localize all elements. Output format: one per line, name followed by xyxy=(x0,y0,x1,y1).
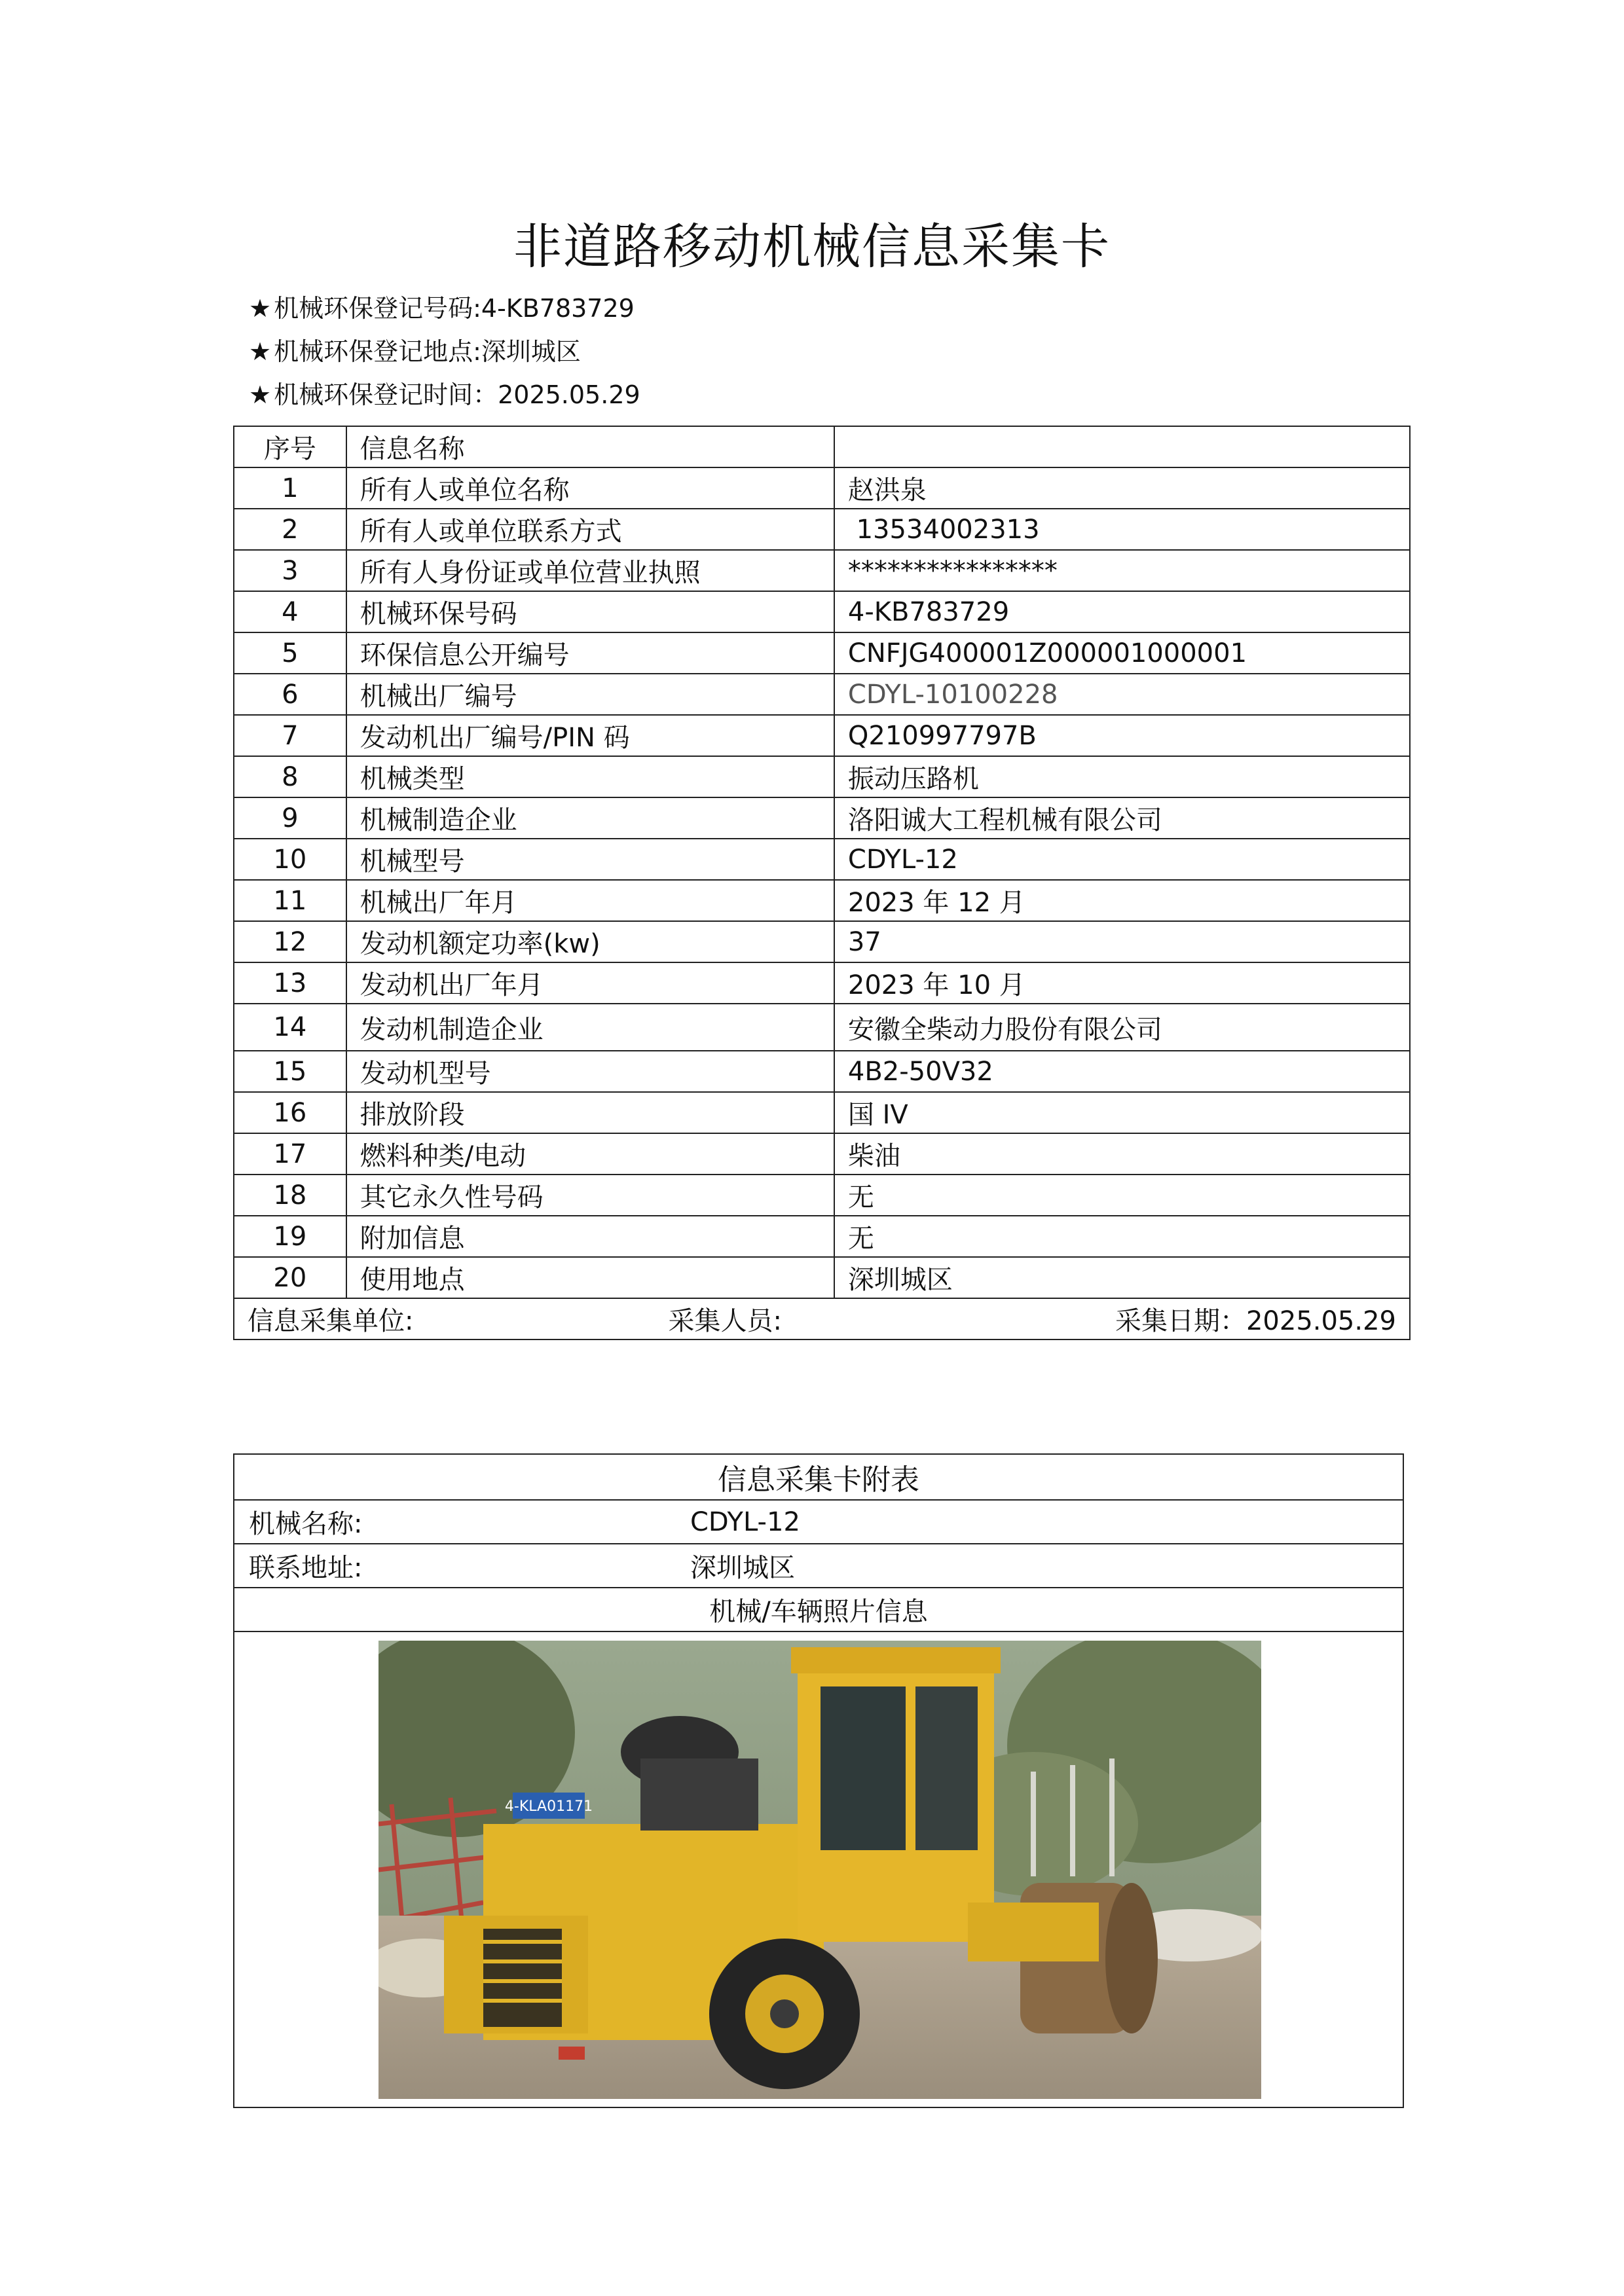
table-row xyxy=(234,509,1410,550)
table-header-row xyxy=(234,426,1410,467)
row-name: 发动机型号 xyxy=(346,1051,834,1092)
row-value: 国 IV xyxy=(834,1092,1410,1133)
registration-place-line xyxy=(249,331,581,367)
row-value: 2023 年 10 月 xyxy=(834,962,1410,1004)
registration-place-value: 深圳城区 xyxy=(481,337,581,366)
collection-unit-label: 信息采集单位: xyxy=(248,1306,414,1336)
address-value: 深圳城区 xyxy=(690,1553,795,1583)
row-name: 排放阶段 xyxy=(346,1092,834,1133)
vehicle-photo xyxy=(378,1641,1261,2099)
registration-number-label: 机械环保登记号码: xyxy=(274,294,481,323)
registration-time-value: 2025.05.29 xyxy=(498,380,640,409)
registration-time-label: 机械环保登记时间： xyxy=(274,380,498,409)
row-value: 4B2-50V32 xyxy=(834,1051,1410,1092)
star-icon: ★ xyxy=(249,294,272,323)
row-value: 4-KB783729 xyxy=(834,591,1410,632)
table-row xyxy=(234,591,1410,632)
row-value: 安徽全柴动力股份有限公司 xyxy=(834,1004,1410,1051)
row-no: 15 xyxy=(234,1051,346,1092)
info-table xyxy=(233,426,1411,1340)
registration-number-value: 4-KB783729 xyxy=(481,294,635,323)
table-row xyxy=(234,756,1410,797)
machine-name-label: 机械名称: xyxy=(249,1509,363,1539)
photo-section-label: 机械/车辆照片信息 xyxy=(234,1588,1403,1632)
table-row xyxy=(234,921,1410,962)
row-no: 10 xyxy=(234,839,346,880)
table-row xyxy=(234,674,1410,715)
table-row xyxy=(234,467,1410,509)
row-no: 6 xyxy=(234,674,346,715)
row-no: 9 xyxy=(234,797,346,839)
collector-label: 采集人员: xyxy=(668,1306,782,1336)
row-no: 14 xyxy=(234,1004,346,1051)
row-name: 环保信息公开编号 xyxy=(346,632,834,674)
machine-name-value: CDYL-12 xyxy=(690,1506,800,1537)
machine-name-row xyxy=(234,1501,1403,1544)
row-name: 所有人身份证或单位营业执照 xyxy=(346,550,834,591)
row-name: 发动机出厂年月 xyxy=(346,962,834,1004)
row-name: 机械制造企业 xyxy=(346,797,834,839)
row-name: 使用地点 xyxy=(346,1257,834,1298)
table-row xyxy=(234,1257,1410,1298)
row-name: 附加信息 xyxy=(346,1216,834,1257)
row-value: 37 xyxy=(834,921,1410,962)
row-no: 3 xyxy=(234,550,346,591)
table-row xyxy=(234,550,1410,591)
row-value: 振动压路机 xyxy=(834,756,1410,797)
table-row xyxy=(234,1051,1410,1092)
header-value xyxy=(834,426,1410,467)
row-no: 20 xyxy=(234,1257,346,1298)
registration-number-line xyxy=(249,288,635,324)
table-row xyxy=(234,715,1410,756)
row-value: Q210997797B xyxy=(834,715,1410,756)
appendix-table xyxy=(233,1453,1404,2108)
row-value: 洛阳诚大工程机械有限公司 xyxy=(834,797,1410,839)
row-name: 机械出厂编号 xyxy=(346,674,834,715)
table-footer-row xyxy=(234,1298,1410,1339)
row-name: 机械型号 xyxy=(346,839,834,880)
table-row xyxy=(234,1216,1410,1257)
table-row xyxy=(234,962,1410,1004)
row-no: 16 xyxy=(234,1092,346,1133)
row-no: 5 xyxy=(234,632,346,674)
row-no: 2 xyxy=(234,509,346,550)
appendix-title: 信息采集卡附表 xyxy=(234,1455,1403,1501)
row-name: 机械类型 xyxy=(346,756,834,797)
header-no: 序号 xyxy=(234,426,346,467)
address-row xyxy=(234,1544,1403,1588)
star-icon: ★ xyxy=(249,380,272,409)
row-no: 18 xyxy=(234,1175,346,1216)
row-value: 无 xyxy=(834,1175,1410,1216)
row-name: 发动机额定功率(kw) xyxy=(346,921,834,962)
row-no: 11 xyxy=(234,880,346,921)
row-no: 1 xyxy=(234,467,346,509)
row-value: 柴油 xyxy=(834,1133,1410,1175)
row-no: 12 xyxy=(234,921,346,962)
table-row xyxy=(234,797,1410,839)
registration-place-label: 机械环保登记地点: xyxy=(274,337,481,366)
row-name: 所有人或单位联系方式 xyxy=(346,509,834,550)
table-row xyxy=(234,880,1410,921)
row-value: CDYL-10100228 xyxy=(834,674,1410,715)
row-name: 机械出厂年月 xyxy=(346,880,834,921)
row-no: 17 xyxy=(234,1133,346,1175)
collection-date-label: 采集日期： xyxy=(1115,1306,1246,1336)
row-name: 燃料种类/电动 xyxy=(346,1133,834,1175)
footer-cell xyxy=(234,1298,1410,1339)
row-value: 2023 年 12 月 xyxy=(834,880,1410,921)
page-title: 非道路移动机械信息采集卡 xyxy=(513,219,1111,275)
row-no: 13 xyxy=(234,962,346,1004)
table-row xyxy=(234,839,1410,880)
row-value: CNFJG400001Z000001000001 xyxy=(834,632,1410,674)
row-name: 所有人或单位名称 xyxy=(346,467,834,509)
row-name: 发动机出厂编号/PIN 码 xyxy=(346,715,834,756)
table-row xyxy=(234,1004,1410,1051)
row-no: 7 xyxy=(234,715,346,756)
plate-text: 4-KLA01171 xyxy=(504,1798,593,1815)
row-value: **************** xyxy=(834,550,1410,591)
row-name: 机械环保号码 xyxy=(346,591,834,632)
row-name: 发动机制造企业 xyxy=(346,1004,834,1051)
table-row xyxy=(234,1175,1410,1216)
collection-date-value: 2025.05.29 xyxy=(1246,1306,1396,1336)
header-name: 信息名称 xyxy=(346,426,834,467)
row-name: 其它永久性号码 xyxy=(346,1175,834,1216)
table-row xyxy=(234,632,1410,674)
row-no: 19 xyxy=(234,1216,346,1257)
registration-time-line xyxy=(249,374,640,410)
row-value: 赵洪泉 xyxy=(834,467,1410,509)
row-value: 深圳城区 xyxy=(834,1257,1410,1298)
row-value: 无 xyxy=(834,1216,1410,1257)
row-value: CDYL-12 xyxy=(834,839,1410,880)
address-label: 联系地址: xyxy=(249,1553,363,1583)
collection-date xyxy=(1115,1300,1396,1338)
star-icon: ★ xyxy=(249,337,272,366)
row-no: 4 xyxy=(234,591,346,632)
row-no: 8 xyxy=(234,756,346,797)
row-value: 13534002313 xyxy=(834,509,1410,550)
table-row xyxy=(234,1092,1410,1133)
table-row xyxy=(234,1133,1410,1175)
